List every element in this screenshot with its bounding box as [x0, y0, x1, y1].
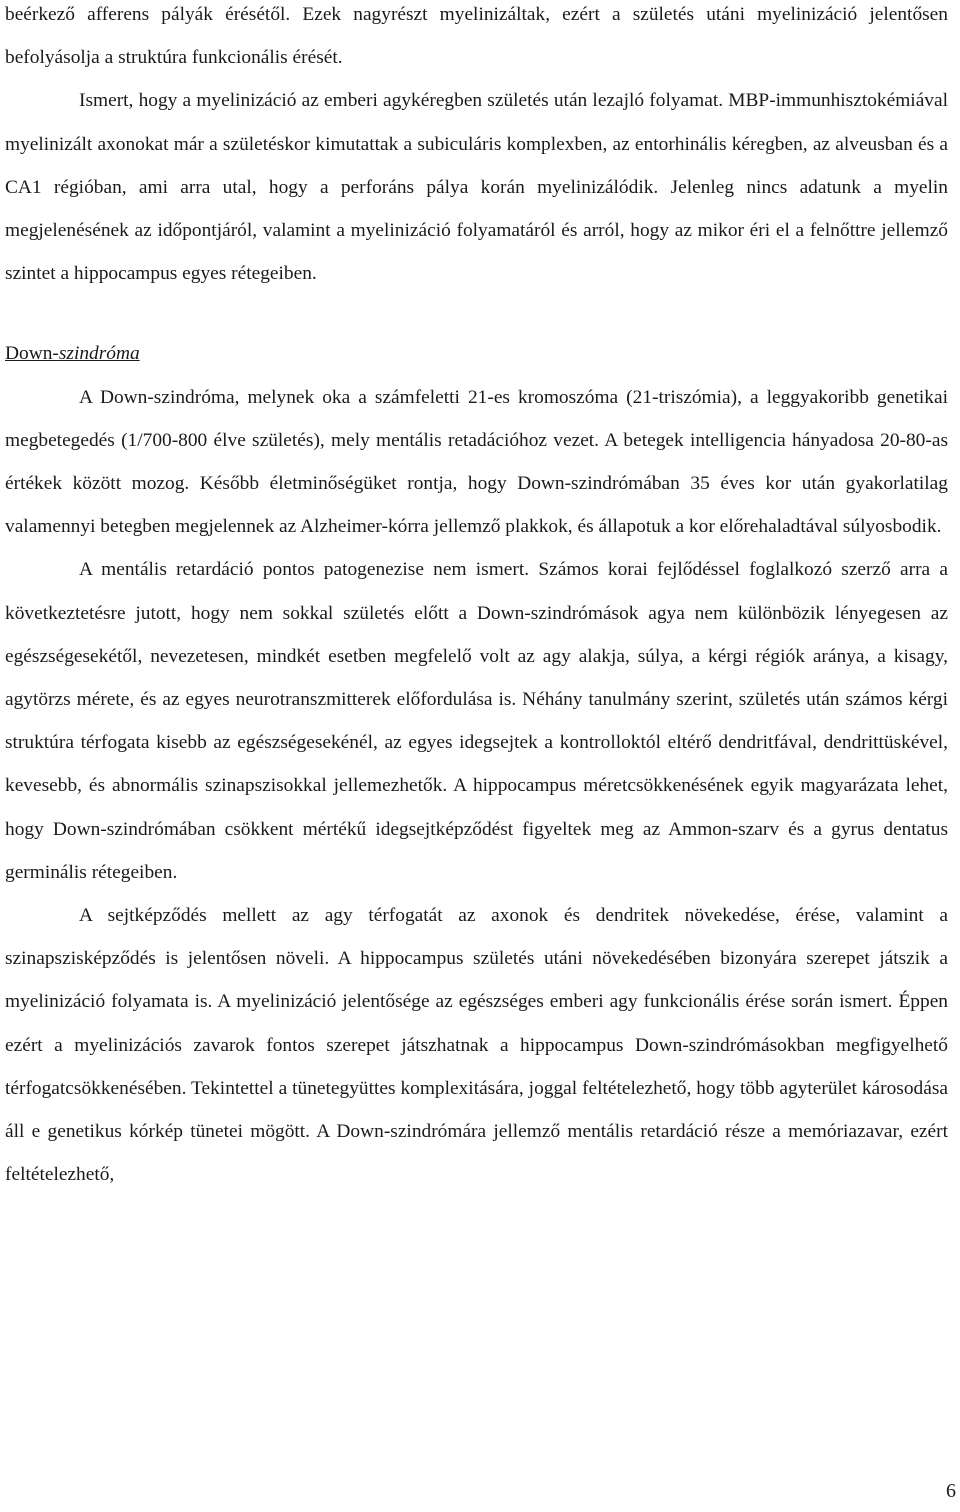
- section-heading-italic: szindróma: [58, 343, 140, 365]
- section-heading-plain: Down-: [5, 343, 59, 365]
- page-number: 6: [946, 1480, 956, 1502]
- paragraph-continuation: beérkező afferens pályák érésétől. Ezek nagyrészt myelinizáltak, ezért a születés utáni myelinizáció jelentősen befolyásolja a struktúra funkcionális érését.: [5, 4, 948, 69]
- paragraph-myelinization: Ismert, hogy a myelinizáció az emberi agykéregben születés után lezajló folyamat. MBP-immunhisztokémiával myelinizált axonokat már a születéskor kimutattak a subiculáris komplexben, az entorhinális kéregben, az alveusban és a CA1 régióban, ami arra utal, hogy a perforáns pálya korán myelinizálódik. Jelenleg nincs adatunk a myelin megjelenésének az időpontjáról, valamint a myelinizáció folyamatáról és arról, hogy az mikor éri el a felnőttre jellemző szintet a hippocampus egyes rétegeiben.: [5, 90, 948, 285]
- paragraph-down-syndrome-intro: A Down-szindróma, melynek oka a számfeletti 21-es kromoszóma (21-triszómia), a leggyakoribb genetikai megbetegedés (1/700-800 élve születés), mely mentális retadációhoz vezet. A betegek intelligencia hányadosa 20-80-as értékek között mozog. Később életminőségüket rontja, hogy Down-szindrómában 35 éves kor után gyakorlatilag valamennyi betegben megjelennek az Alzheimer-kórra jellemző plakkok, és állapotuk a kor előrehaladtával súlyosbodik.: [5, 386, 948, 538]
- paragraph-retardation-pathogenesis: A mentális retardáció pontos patogenezise nem ismert. Számos korai fejlődéssel foglalkozó szerző arra a következtetésre jutott, hogy nem sokkal születés előtt a Down-szindrómások agya nem különbözik lényegesen az egészségesekétől, nevezetesen, mindkét esetben megfelelő volt az agy alakja, súlya, a kérgi régiók aránya, a kisagy, agytörzs mérete, és az egyes neurotranszmitterek előfordulása is. Néhány tanulmány szerint, születés után számos kérgi struktúra térfogata kisebb az egészségesekénél, az egyes idegsejtek a kontrolloktól eltérő dendritfával, dendrittüskével, kevesebb, és abnormális szinapszisokkal jellemezhetők. A hippocampus méretcsökkenésének egyik magyarázata lehet, hogy Down-szindrómában csökkent mértékű idegsejtképződést figyeltek meg az Ammon-szarv és a gyrus dentatus germinális rétegeiben.: [5, 559, 948, 883]
- paragraph-neurogenesis-myelinization: A sejtképződés mellett az agy térfogatát az axonok és dendritek növekedése, érése, valamint a szinapszisképződés is jelentősen növeli. A hippocampus születés utáni növekedésében bizonyára szerepet játszik a myelinizáció folyamata is. A myelinizáció jelentősége az egészséges emberi agy funkcionális érése során ismert. Éppen ezért a myelinizációs zavarok fontos szerepet játszhatnak a hippocampus Down-szindrómásokban megfigyelhető térfogatcsökkenésében. Tekintettel a tünetegyüttes komplexitására, joggal feltételezhető, hogy több agyterület károsodása áll e genetikus kórkép tünetei mögött. A Down-szindrómára jellemző mentális retardáció része a memóriazavar, ezért feltételezhető,: [5, 905, 948, 1186]
- section-heading: [5, 332, 948, 375]
- document-page: [5, 0, 948, 1196]
